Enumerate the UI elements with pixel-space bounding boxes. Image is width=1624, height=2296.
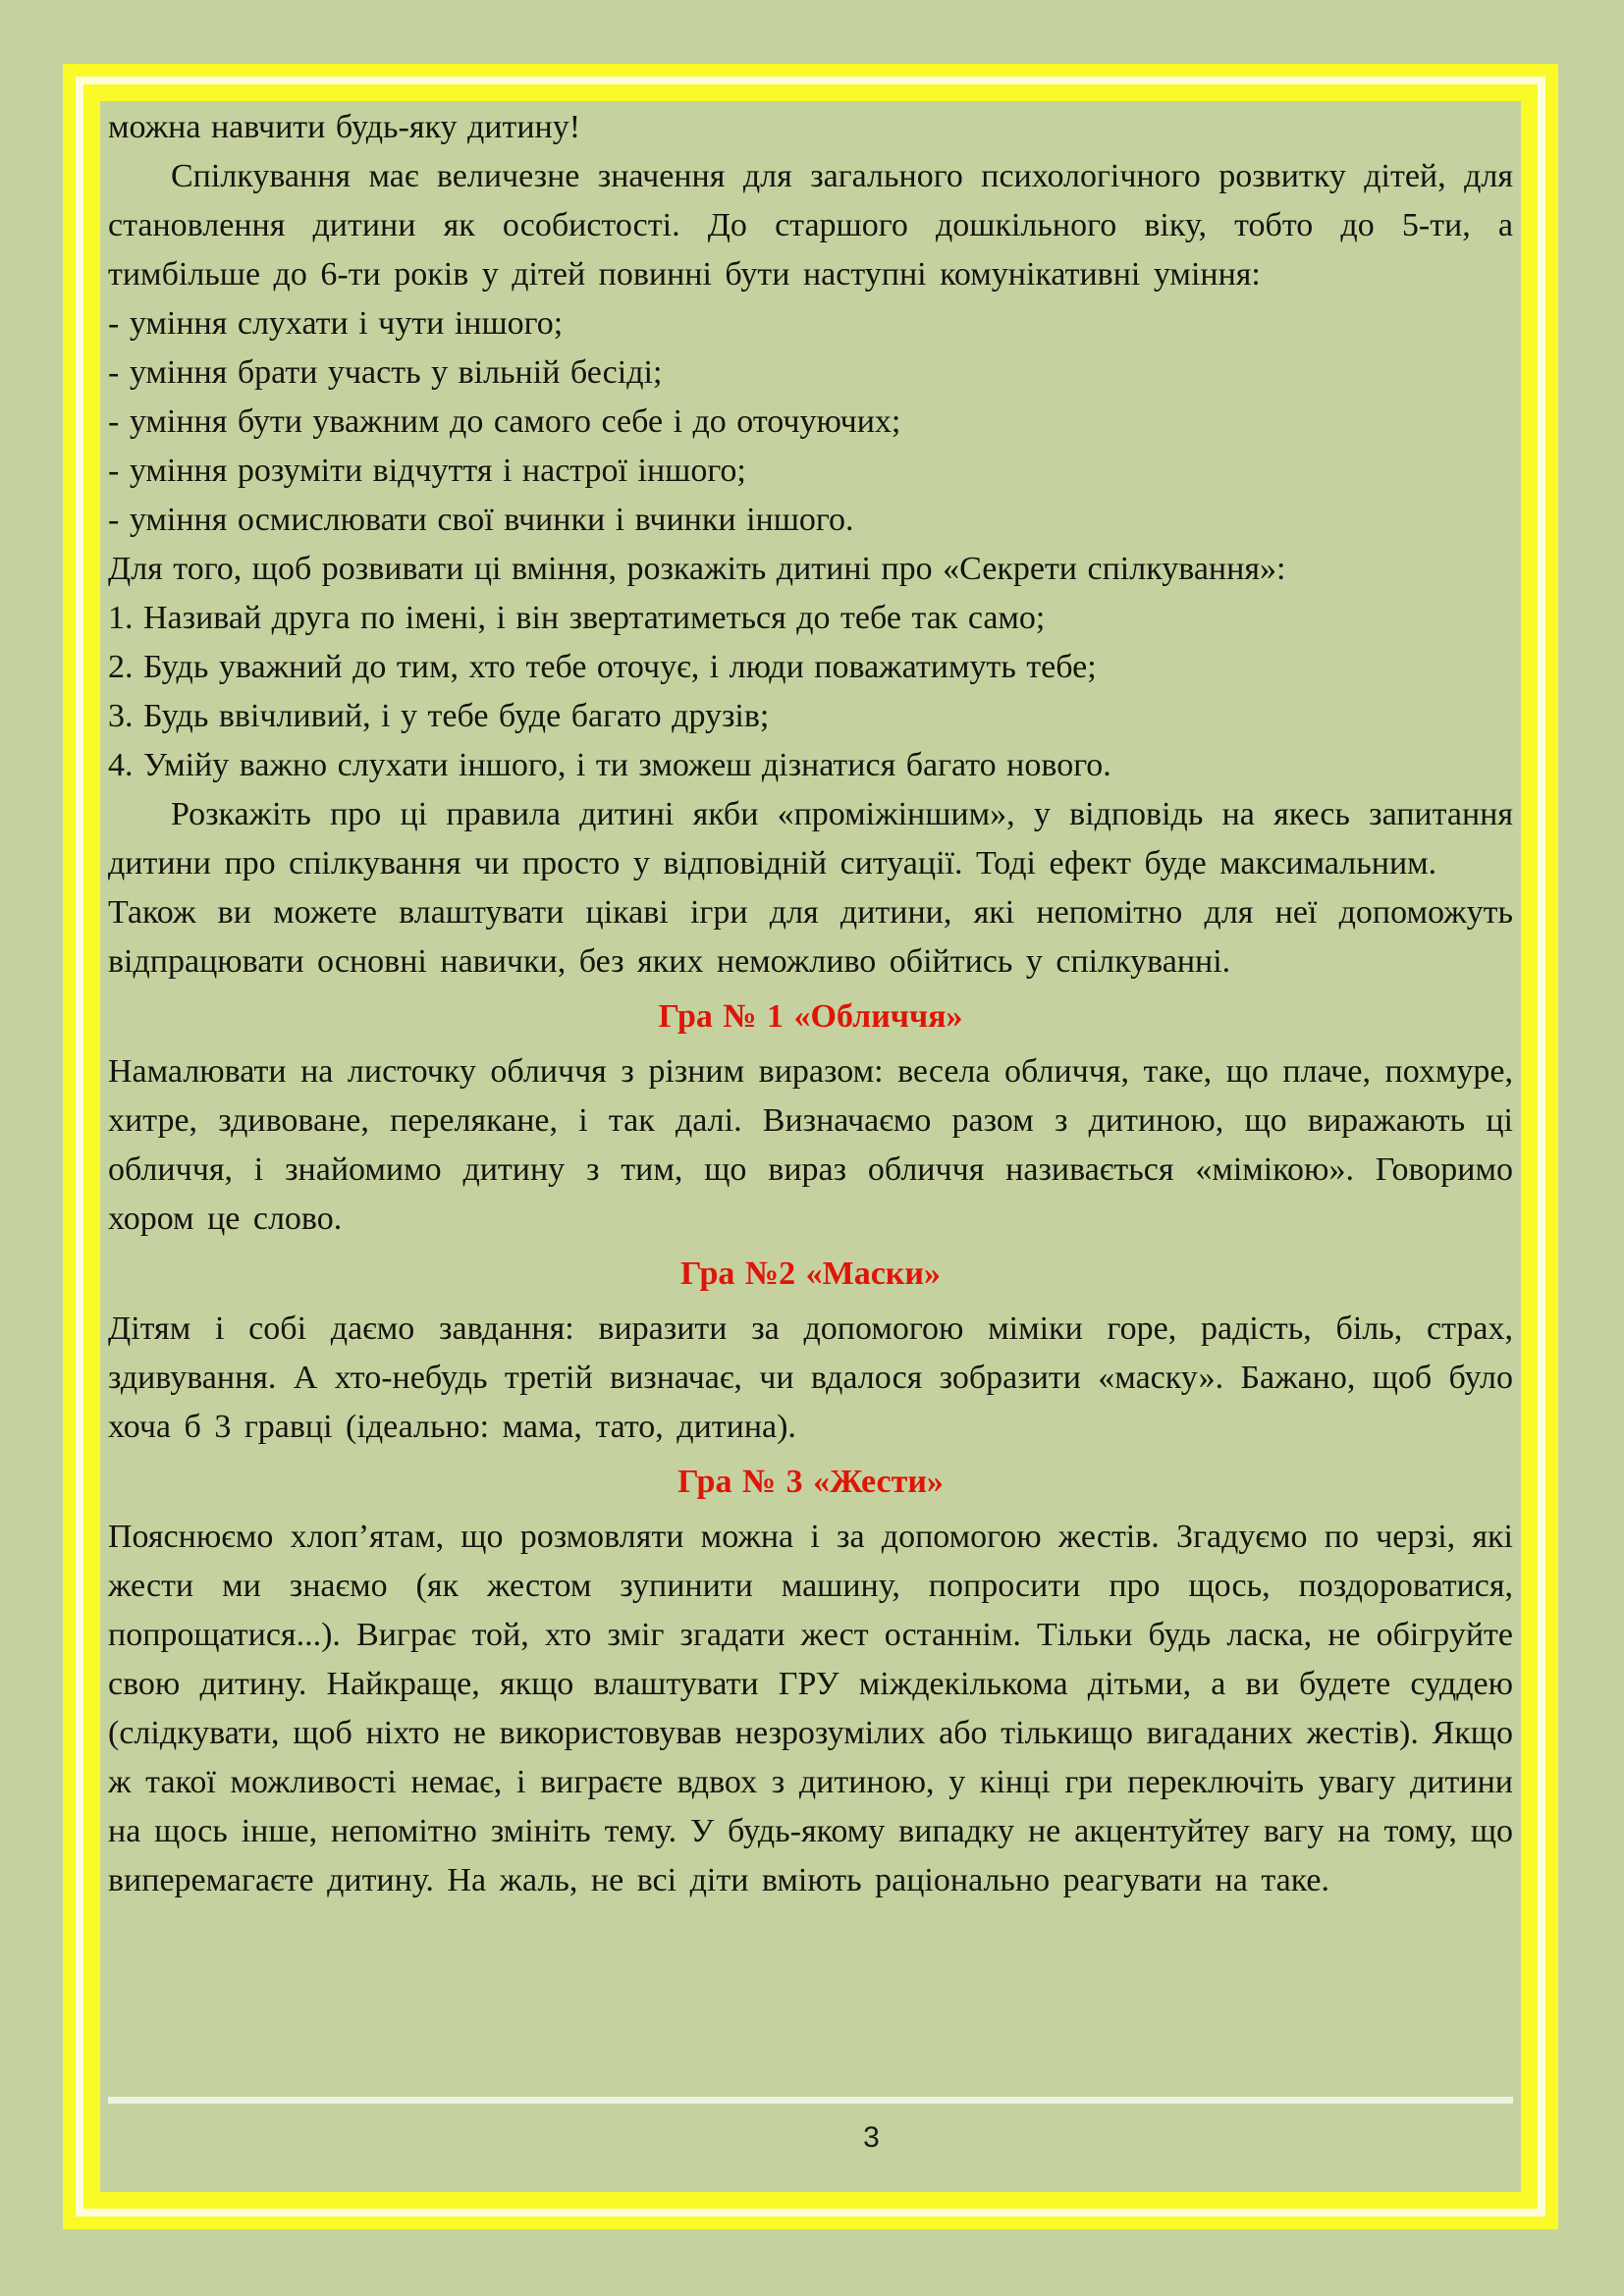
page-number: 3 [863,2121,880,2154]
page-border-frame [63,64,1558,2229]
secret-rule-1: 1. Називай друга по імені, і він звертатиметься до тебе так само; [108,600,1046,636]
secret-rule-3: 3. Будь ввічливий, і у тебе буде багато друзів; [108,698,770,734]
skill-item-1: - уміння слухати і чути іншого; [108,305,564,342]
game3-description: Пояснюємо хлоп’ятам, що розмовляти можна і за допомогою жестів. Згадуємо по черзі, які жести ми знаємо (як жестом зупинити машину, попросити про щось, поздороватися, попрощатися...). Виграє той, хто зміг згадати жест останнім. Тільки будь ласка, не обігруйте свою дитину. Найкраще, якщо влаштувати ГРУ міждекількома дітьми, а ви будете суддею (слідкувати, щоб ніхто не використовував незрозумілих або тількищо вигаданих жестів). Якщо ж такої можливості немає, і виграєте вдвох з дитиною, у кінці гри переключіть увагу дитини на щось інше, непомітно змініть тему. У будь-якому випадку не акцентуйтеу вагу на тому, що виперемагаєте дитину. На жаль, не всі діти вміють раціонально реагувати на таке. [108,1519,1513,1898]
paragraph-communication: Спілкування має величезне значення для загального психологічного розвитку дітей, для становлення дитини як особистості. До старшого дошкільного віку, тобто до 5-ти, а тимбільше до 6-ти років у дітей повинні бути наступні комунікативні уміння: [108,158,1513,293]
game2-description: Дітям і собі даємо завдання: виразити за допомогою міміки горе, радість, біль, страх, здивування. А хто-небудь третій визначає, чи вдалося зобразити «маску». Бажано, щоб було хоча б 3 гравці (ідеально: мама, тато, дитина). [108,1310,1513,1445]
footer-separator [108,2097,1513,2104]
skill-item-4: - уміння розуміти відчуття і настрої іншого; [108,453,746,489]
secrets-intro: Для того, щоб розвивати ці вміння, розкажіть дитині про «Секрети спілкування»: [108,551,1286,587]
game1-title: Гра № 1 «Обличчя» [658,998,963,1035]
secret-rule-4: 4. Умійу важно слухати іншого, і ти зможеш дізнатися багато нового. [108,747,1111,783]
skill-item-2: - уміння брати участь у вільній бесіді; [108,354,663,391]
intro-line: можна навчити будь-яку дитину! [108,109,581,145]
page-border-inner [83,84,1538,2209]
game2-title: Гра №2 «Маски» [680,1255,941,1292]
skill-item-5: - уміння осмислювати свої вчинки і вчинки іншого. [108,502,854,538]
secret-rule-2: 2. Будь уважний до тим, хто тебе оточує, і люди поважатимуть тебе; [108,649,1097,685]
document-body [100,101,1521,2192]
game1-description: Намалювати на листочку обличчя з різним виразом: весела обличчя, таке, що плаче, похмуре, хитре, здивоване, перелякане, і так далі. Визначаємо разом з дитиною, що виражають ці обличчя, і знайомимо дитину з тим, що вираз обличчя називається «мімікою». Говоримо хором це слово. [108,1053,1513,1237]
game3-title: Гра № 3 «Жести» [677,1464,944,1500]
skill-item-3: - уміння бути уважним до самого себе і до оточуючих; [108,403,901,440]
paragraph-tell-rules: Розкажіть про ці правила дитині якби «проміжіншим», у відповідь на якесь запитання дитини про спілкування чи просто у відповідній ситуації. Тоді ефект буде максимальним. [108,796,1513,881]
page-footer [108,2097,1513,2163]
page-border-stripe [76,77,1545,2216]
paragraph-games-intro: Також ви можете влаштувати цікаві ігри для дитини, які непомітно для неї допоможуть відпрацювати основні навички, без яких неможливо обійтись у спілкуванні. [108,894,1513,980]
